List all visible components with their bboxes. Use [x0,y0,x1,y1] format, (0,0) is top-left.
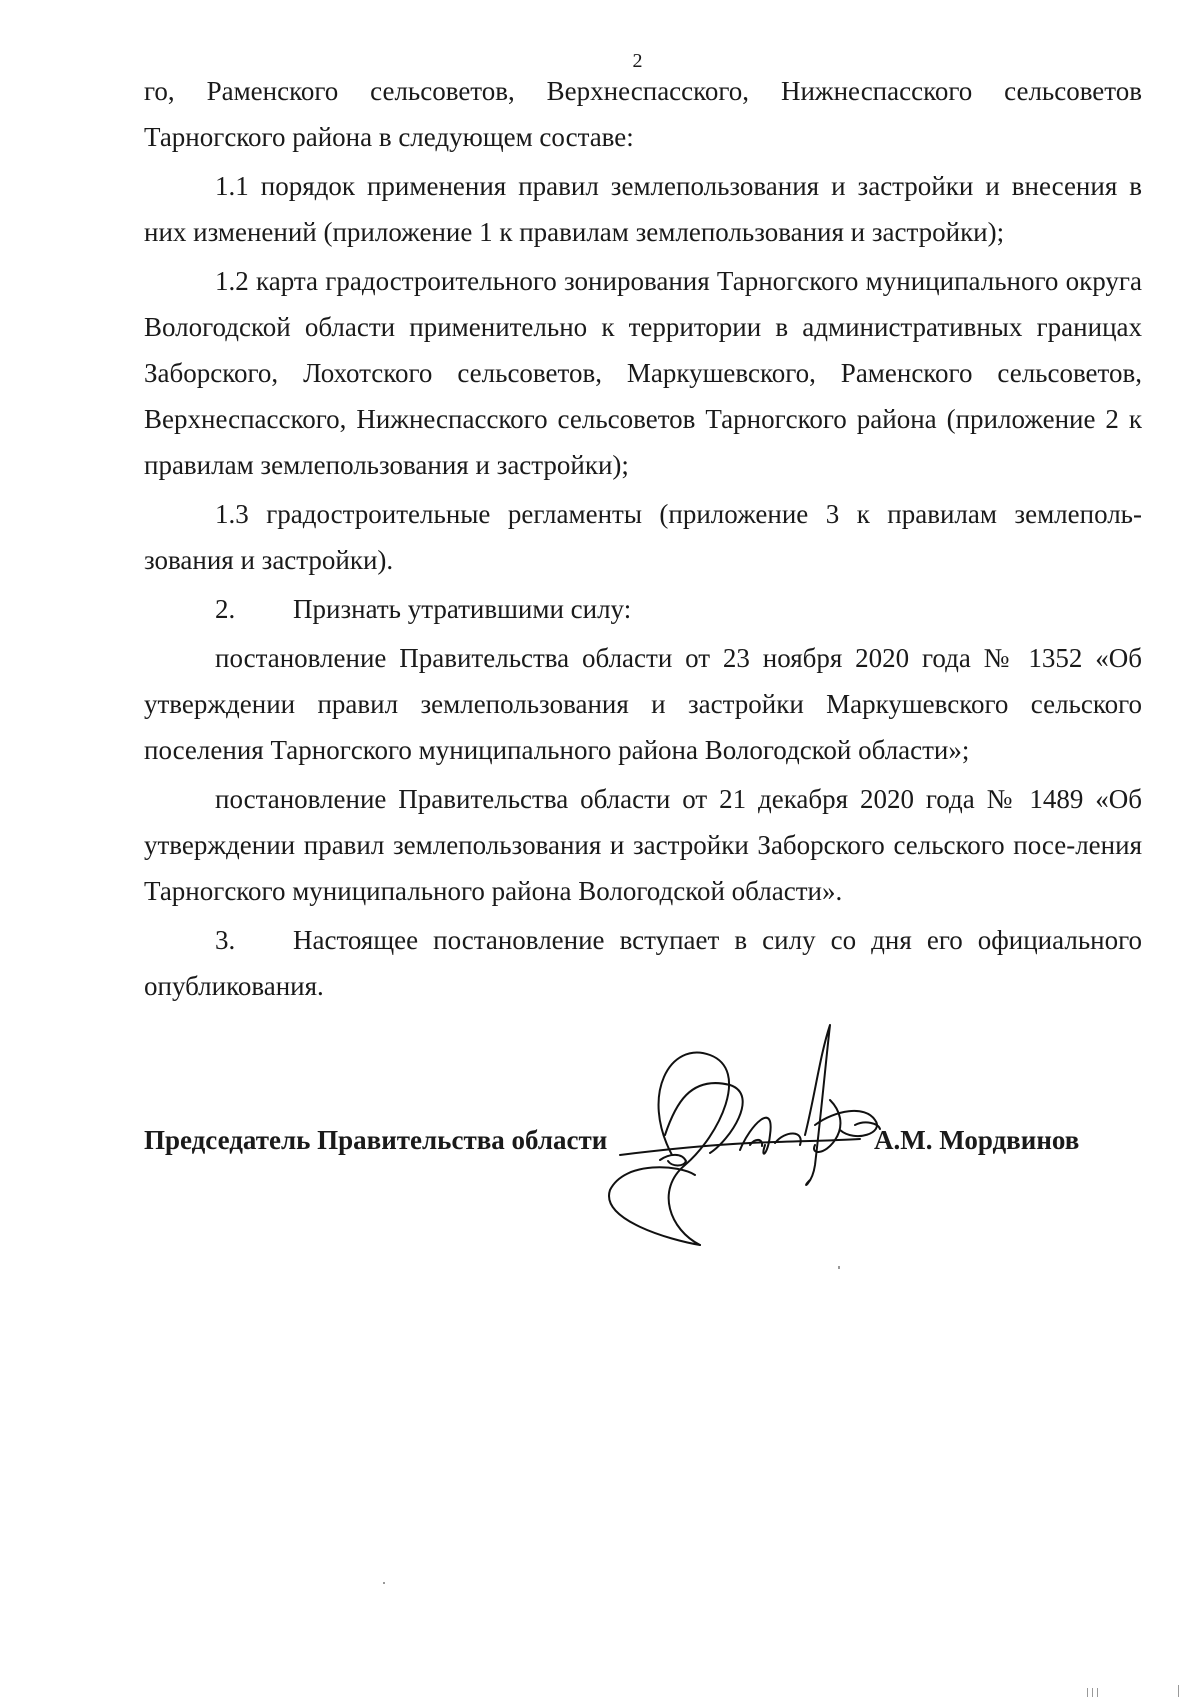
paragraph-item-3 [144,917,1142,1009]
scan-speck [1092,1688,1093,1697]
item-2-number: 2. [215,594,236,624]
paragraph-repealed-1: постановление Правительства области от 23 ноября 2020 года № 1352 «Об утверждении правил землепользования и застройки Маркушевского сельского поселения Тарногского муниципального района Вологодской области»; [144,643,1142,765]
signatory-title: Председатель Правительства области [144,1125,608,1155]
paragraph-item-1-3: 1.3 градостроительные регламенты (приложение 3 к правилам землеполь-зования и застройки). [144,499,1142,575]
scan-speck [838,1266,840,1269]
signatory-name: А.М. Мордвинов [874,1125,1080,1155]
item-2-text: Признать утратившими силу: [293,594,632,624]
page-number: 2 [632,50,643,72]
scan-speck [1178,1685,1179,1697]
paragraph-repealed-2: постановление Правительства области от 21 декабря 2020 года № 1489 «Об утверждении правил землепользования и застройки Заборского сельского посе-ления Тарногского муниципального района Вологодской области». [144,784,1142,906]
scan-speck [1087,1688,1088,1697]
item-3-text: Настоящее постановление вступает в силу со дня его официального опубликования. [144,925,1142,1001]
item-3-number: 3. [215,925,236,955]
scan-speck [383,1582,385,1584]
handwritten-signature [600,1015,890,1260]
paragraph-item-1-1: 1.1 порядок применения правил землепользования и застройки и внесения в них изменений (приложение 1 к правилам землепользования и застройки); [144,171,1142,247]
paragraph-continuation: го, Раменского сельсоветов, Верхнеспасского, Нижнеспасского сельсоветов Тарногского района в следующем составе: [144,76,1142,152]
document-body [144,68,1142,1012]
paragraph-item-2 [144,586,1142,632]
scan-speck [1097,1688,1098,1697]
paragraph-item-1-2: 1.2 карта градостроительного зонирования Тарногского муниципального округа Вологодской области применительно к территории в административных границах Заборского, Лохотского сельсоветов, Маркушевского, Раменского сельсоветов, Верхнеспасского, Нижнеспасского сельсоветов Тарногского района (приложение 2 к правилам землепользования и застройки); [144,266,1142,480]
